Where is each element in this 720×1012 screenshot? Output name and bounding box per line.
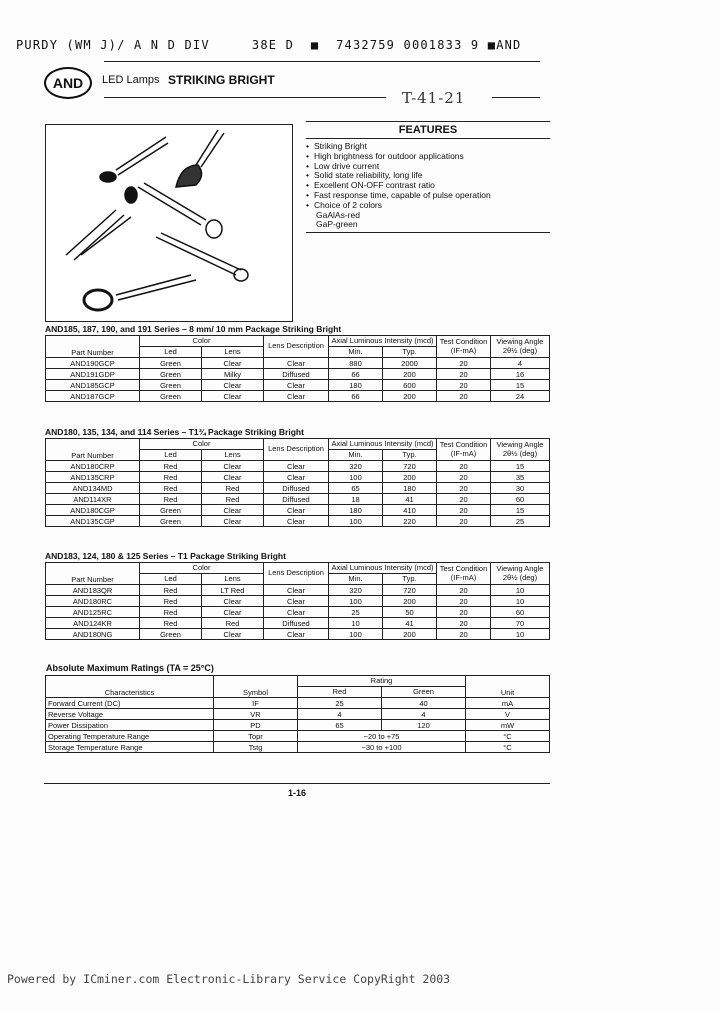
cell: 20 [437,369,491,380]
table-row [46,698,550,709]
feature-item: • Choice of 2 colors [306,201,550,211]
cell: 20 [437,358,491,369]
cell: 20 [437,494,491,505]
cell: 410 [383,505,437,516]
table2-title: AND180, 135, 134, and 114 Series – T1¾ Package Striking Bright [45,427,304,437]
cell: Red [202,494,264,505]
header-lens: Lens [202,574,264,585]
header-viewing-angle: Viewing Angle 2θ½ (deg) [491,563,550,585]
cell: AND180RC [46,596,140,607]
cell: Clear [202,358,264,369]
header-typ: Typ. [383,574,437,585]
cell: 200 [383,596,437,607]
features-list [306,142,550,230]
cell: Operating Temperature Range [46,731,214,742]
cell: 70 [491,618,550,629]
features-title: FEATURES [306,121,550,139]
table-row [46,483,550,494]
cell: Green [140,358,202,369]
table-row [46,380,550,391]
cell: Green [140,391,202,402]
ratings-table [45,675,550,753]
header-led: Led [140,347,202,358]
cell: AND183QR [46,585,140,596]
header-test-condition: Test Condition (IF-mA) [437,336,491,358]
cell: Green [140,380,202,391]
cell: Red [202,618,264,629]
cell: 180 [383,483,437,494]
cell: 220 [383,516,437,527]
header-symbol: Symbol [214,676,298,698]
cell: 25 [298,698,382,709]
cell: 16 [491,369,550,380]
cell: 20 [437,380,491,391]
cell: Power Dissipation [46,720,214,731]
header-led: Led [140,574,202,585]
cell: 2000 [383,358,437,369]
cell: Green [140,369,202,380]
cell: Red [140,494,202,505]
cell: 180 [329,380,383,391]
cell: Diffused [264,494,329,505]
cell: 720 [383,585,437,596]
feature-item: • High brightness for outdoor applications [306,152,550,162]
table2 [45,438,550,527]
header-test-condition: Test Condition (IF-mA) [437,439,491,461]
cell: 65 [298,720,382,731]
cell: 20 [437,618,491,629]
cell: AND135CGP [46,516,140,527]
header-typ: Typ. [383,450,437,461]
table-row [46,505,550,516]
cell: 41 [383,618,437,629]
cell: 24 [491,391,550,402]
cell: °C [466,742,550,753]
cell: Clear [264,358,329,369]
cell: 120 [382,720,466,731]
cell: Clear [264,607,329,618]
table-row [46,709,550,720]
led-photo [45,124,293,322]
cell: 4 [298,709,382,720]
cell: AND114XR [46,494,140,505]
header-green: Green [382,687,466,698]
header-lens: Lens [202,450,264,461]
cell: 10 [491,629,550,640]
cell: Red [140,585,202,596]
cell: 4 [491,358,550,369]
cell: Clear [264,596,329,607]
header-typ: Typ. [383,347,437,358]
header-rating: Rating [298,676,466,687]
table-row [46,472,550,483]
cell: Clear [202,380,264,391]
cell: AND180CGP [46,505,140,516]
cell: Clear [264,516,329,527]
cell: 50 [383,607,437,618]
cell: 40 [382,698,466,709]
cell: 66 [329,369,383,380]
header-test-condition: Test Condition (IF-mA) [437,563,491,585]
cell: 20 [437,472,491,483]
header-part-number: Part Number [46,336,140,358]
cell: 200 [383,391,437,402]
cell: Clear [264,505,329,516]
ratings-title: Absolute Maximum Ratings (TA = 25°C) [46,663,214,673]
cell: mA [466,698,550,709]
header-unit: Unit [466,676,550,698]
cell: 15 [491,505,550,516]
cell: Tstg [214,742,298,753]
header-red: Red [298,687,382,698]
cell: Clear [264,380,329,391]
title-rule-right [492,97,540,98]
header-viewing-angle: Viewing Angle 2θ½ (deg) [491,439,550,461]
cell: AND125RC [46,607,140,618]
cell: 100 [329,596,383,607]
feature-item: • Solid state reliability, long life [306,171,550,181]
cell: 20 [437,505,491,516]
cell: AND191GDP [46,369,140,380]
cell: Clear [202,607,264,618]
cell: 65 [329,483,383,494]
feature-subitem: GaP-green [316,219,358,230]
header-lens: Lens [202,347,264,358]
cell: AND190GCP [46,358,140,369]
header-color: Color [140,563,264,574]
cell: Reverse Voltage [46,709,214,720]
cell: Clear [202,516,264,527]
led-lamps-illustration-icon [46,125,292,321]
cell: 10 [491,585,550,596]
header-intensity: Axial Luminous Intensity (mcd) [329,439,437,450]
table3-title: AND183, 124, 180 & 125 Series – T1 Package Striking Bright [45,551,286,561]
header-intensity: Axial Luminous Intensity (mcd) [329,563,437,574]
cell: Green [140,505,202,516]
feature-item: • Excellent ON-OFF contrast ratio [306,181,550,191]
cell: 41 [383,494,437,505]
cell: 320 [329,585,383,596]
cell: Clear [202,461,264,472]
cell: 20 [437,483,491,494]
table-row [46,358,550,369]
cell: 20 [437,607,491,618]
cell: −20 to +75 [298,731,466,742]
cell: 25 [329,607,383,618]
cell: AND180CRP [46,461,140,472]
feature-item: • Striking Bright [306,142,550,152]
cell: mW [466,720,550,731]
table-row [46,596,550,607]
powered-by: Powered by ICminer.com Electronic-Library Service CopyRight 2003 [7,972,451,986]
cell: 180 [329,505,383,516]
cell: 720 [383,461,437,472]
cell: Green [140,516,202,527]
cell: Clear [264,472,329,483]
cell: Red [140,483,202,494]
cell: 200 [383,472,437,483]
cell: 60 [491,607,550,618]
cell: 35 [491,472,550,483]
cell: 20 [437,629,491,640]
cell: 880 [329,358,383,369]
cell: 200 [383,369,437,380]
cell: 20 [437,461,491,472]
cell: 25 [491,516,550,527]
cell: Clear [264,629,329,640]
cell: Clear [202,505,264,516]
cell: Clear [202,391,264,402]
cell: Red [202,483,264,494]
header-min: Min. [329,347,383,358]
table-row [46,629,550,640]
cell: PD [214,720,298,731]
scan-header: PURDY (WM J)/ A N D DIV 38E D ■ 7432759 0001833 9 ■AND [16,38,522,52]
cell: −30 to +100 [298,742,466,753]
table-row [46,585,550,596]
cell: Diffused [264,483,329,494]
cell: Green [140,629,202,640]
handwritten-note: T-41-21 [402,89,466,107]
cell: 100 [329,472,383,483]
table-row [46,607,550,618]
table-row [46,742,550,753]
header-lens-description: Lens Description [264,563,329,585]
table-row [46,516,550,527]
cell: Clear [202,596,264,607]
cell: 60 [491,494,550,505]
cell: AND180NG [46,629,140,640]
and-logo: AND [44,67,92,99]
header-rule [104,61,540,62]
cell: °C [466,731,550,742]
features-bottom-rule [306,232,550,233]
cell: 600 [383,380,437,391]
page-title: STRIKING BRIGHT [168,73,275,87]
cell: Red [140,461,202,472]
header-part-number: Part Number [46,563,140,585]
cell: AND135CRP [46,472,140,483]
header-color: Color [140,439,264,450]
cell: 66 [329,391,383,402]
cell: LT Red [202,585,264,596]
features-box [306,121,550,233]
cell: Clear [202,629,264,640]
cell: 200 [383,629,437,640]
cell: Clear [202,472,264,483]
cell: 20 [437,585,491,596]
cell: V [466,709,550,720]
cell: Red [140,618,202,629]
cell: Clear [264,391,329,402]
header-led: Led [140,450,202,461]
header-min: Min. [329,450,383,461]
cell: 100 [329,629,383,640]
cell: Red [140,472,202,483]
table3 [45,562,550,640]
cell: Topr [214,731,298,742]
cell: 15 [491,461,550,472]
cell: 10 [329,618,383,629]
cell: Clear [264,461,329,472]
table-row [46,494,550,505]
cell: 18 [329,494,383,505]
cell: Red [140,607,202,618]
feature-item: • Fast response time, capable of pulse operation [306,191,550,201]
cell: Milky [202,369,264,380]
cell: AND124KR [46,618,140,629]
table-row [46,461,550,472]
cell: Storage Temperature Range [46,742,214,753]
table-row [46,731,550,742]
cell: 15 [491,380,550,391]
cell: Forward Current (DC) [46,698,214,709]
cell: Red [140,596,202,607]
cell: 30 [491,483,550,494]
header-characteristics: Characteristics [46,676,214,698]
header-color: Color [140,336,264,347]
category-label: LED Lamps [102,74,160,86]
cell: IF [214,698,298,709]
table-row [46,369,550,380]
table1-title: AND185, 187, 190, and 191 Series – 8 mm/ 10 mm Package Striking Bright [45,324,342,334]
cell: 320 [329,461,383,472]
cell: 4 [382,709,466,720]
header-viewing-angle: Viewing Angle 2θ½ (deg) [491,336,550,358]
header-part-number: Part Number [46,439,140,461]
header-lens-description: Lens Description [264,439,329,461]
feature-item: • Low drive current [306,162,550,172]
feature-subitem: GaAlAs-red [316,209,360,220]
cell: Clear [264,585,329,596]
cell: 20 [437,596,491,607]
table-row [46,391,550,402]
cell: Diffused [264,369,329,380]
cell: Diffused [264,618,329,629]
cell: 100 [329,516,383,527]
cell: 20 [437,516,491,527]
header-intensity: Axial Luminous Intensity (mcd) [329,336,437,347]
title-rule [104,97,386,98]
table1 [45,335,550,402]
header-lens-description: Lens Description [264,336,329,358]
cell: AND187GCP [46,391,140,402]
cell: AND134MD [46,483,140,494]
cell: 20 [437,391,491,402]
cell: VR [214,709,298,720]
page-number: 1-16 [288,788,307,798]
footer-rule [44,783,550,784]
table-row [46,720,550,731]
header-min: Min. [329,574,383,585]
cell: 10 [491,596,550,607]
cell: AND185GCP [46,380,140,391]
table-row [46,618,550,629]
